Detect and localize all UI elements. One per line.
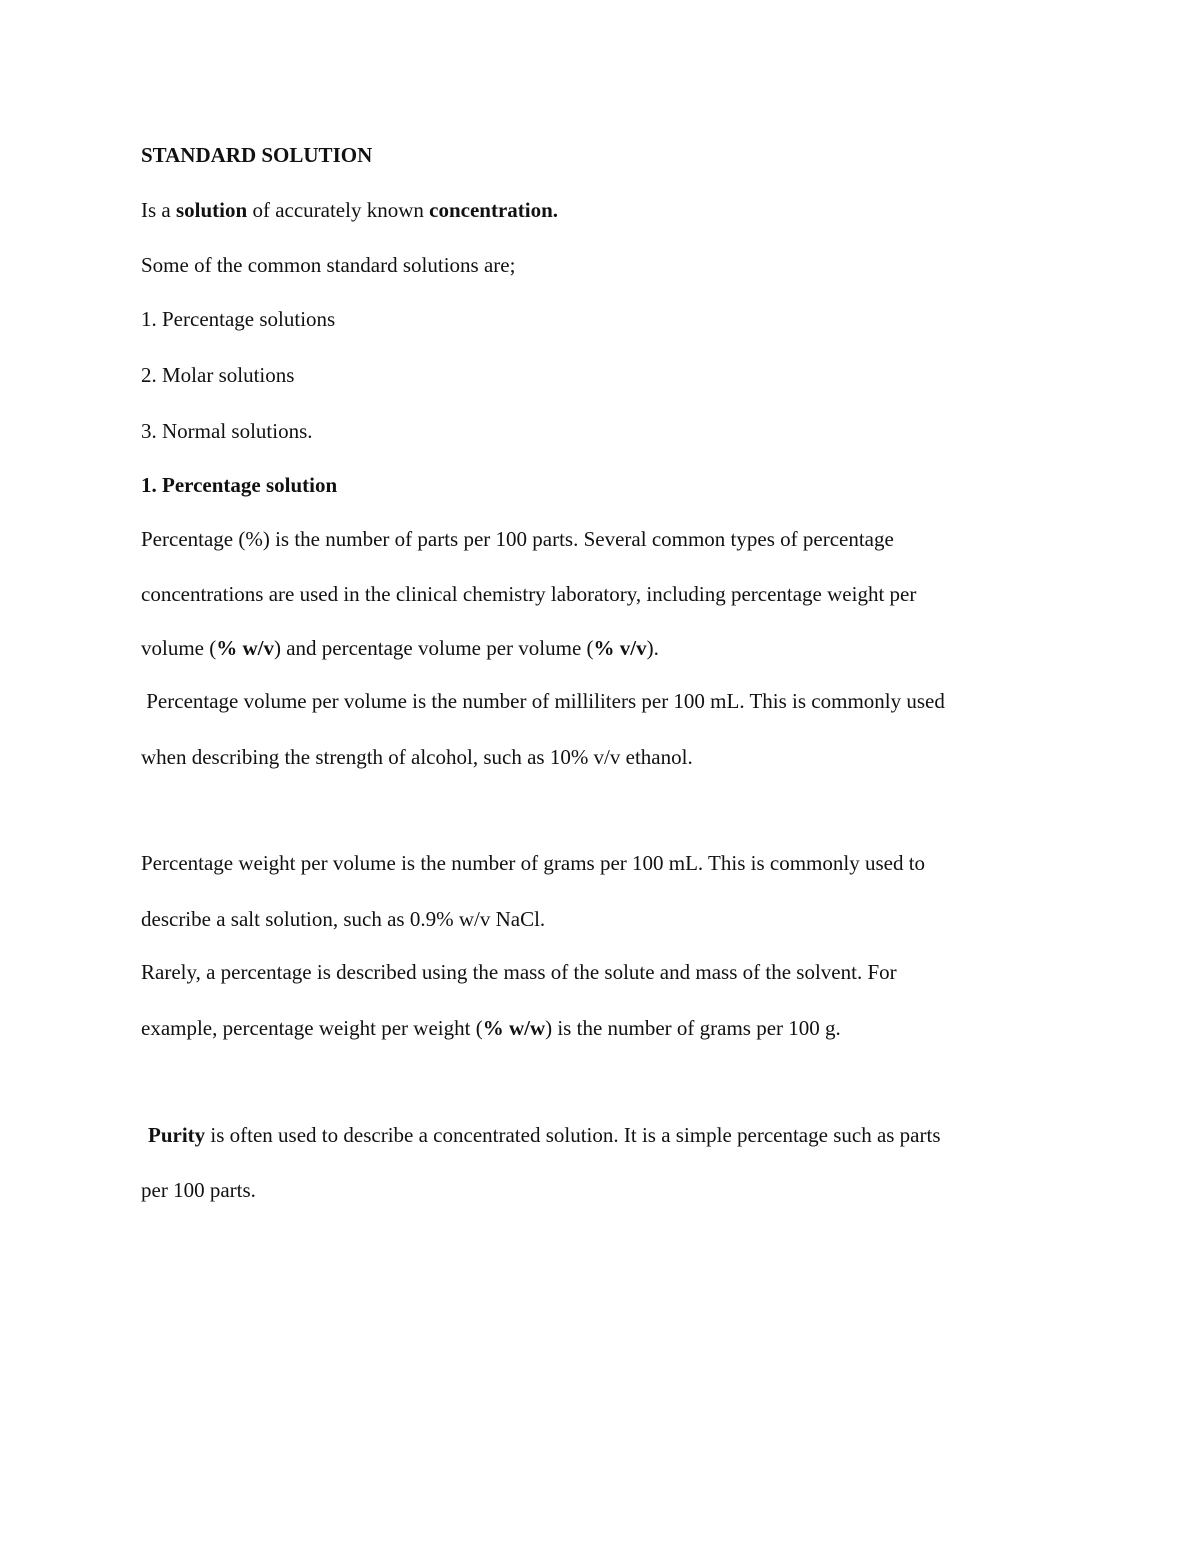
para1-line1: Percentage (%) is the number of parts per 100 parts. Several common types of percentage: [141, 527, 894, 551]
intro-line: Some of the common standard solutions are;: [141, 253, 516, 277]
definition-line: Is a solution of accurately known concentration.: [141, 198, 559, 222]
para4-line2: example, percentage weight per weight (% w/w) is the number of grams per 100 g.: [141, 1016, 841, 1040]
list-item-percentage: 1. Percentage solutions: [141, 307, 336, 331]
list-item-normal: 3. Normal solutions.: [141, 419, 313, 443]
para2-line2: when describing the strength of alcohol, such as 10% v/v ethanol.: [141, 745, 693, 769]
para3-line1: Percentage weight per volume is the number of grams per 100 mL. This is commonly used to: [141, 851, 926, 875]
para1-line2: concentrations are used in the clinical chemistry laboratory, including percentage weight per: [141, 582, 917, 606]
para1-line3: volume (% w/v) and percentage volume per volume (% v/v).: [141, 636, 659, 660]
para5-line1: Purity is often used to describe a concentrated solution. It is a simple percentage such as parts: [148, 1123, 941, 1147]
para5-line2: per 100 parts.: [141, 1178, 256, 1202]
section-heading: 1. Percentage solution: [141, 473, 338, 497]
para4-line1: Rarely, a percentage is described using the mass of the solute and mass of the solvent. For: [141, 960, 897, 984]
para2-line1: Percentage volume per volume is the number of milliliters per 100 mL. This is commonly used: [141, 689, 945, 713]
list-item-molar: 2. Molar solutions: [141, 363, 295, 387]
document-title: STANDARD SOLUTION: [141, 143, 373, 167]
para3-line2: describe a salt solution, such as 0.9% w/v NaCl.: [141, 907, 546, 931]
